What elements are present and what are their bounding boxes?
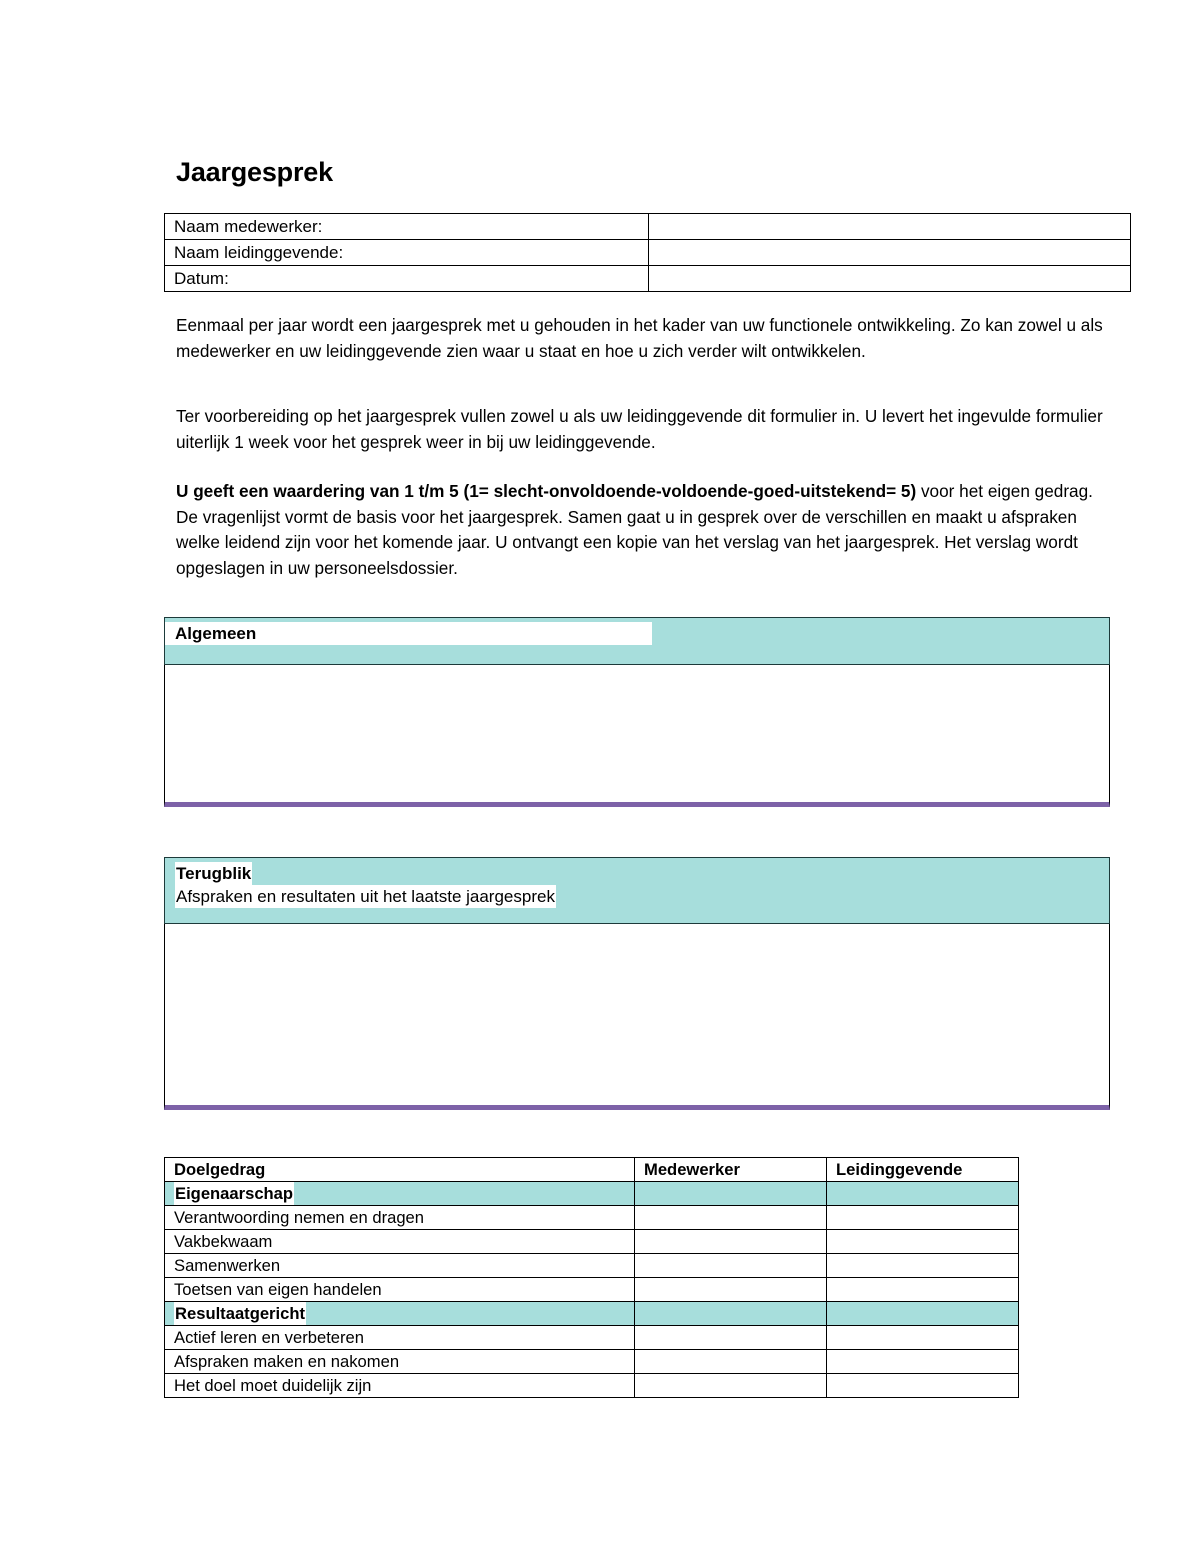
section-algemeen-answer-area[interactable] — [164, 665, 1110, 807]
rating-cell-medewerker[interactable] — [635, 1230, 827, 1254]
group-label-eigenaarschap — [165, 1182, 635, 1206]
group-cell-leidinggevende — [827, 1182, 1019, 1206]
page-title: Jaargesprek — [176, 157, 333, 187]
table-row — [165, 1326, 1019, 1350]
table-row — [165, 240, 1131, 266]
table-header-row — [165, 1158, 1019, 1182]
doelgedrag-table — [164, 1157, 1019, 1398]
rating-cell-leidinggevende[interactable] — [827, 1278, 1019, 1302]
intro-paragraph-3 — [176, 479, 1116, 581]
rating-cell-leidinggevende[interactable] — [827, 1206, 1019, 1230]
group-label-text: Eigenaarschap — [175, 1184, 294, 1203]
info-value-manager-name[interactable] — [649, 240, 1131, 266]
table-row — [165, 1254, 1019, 1278]
rating-cell-leidinggevende[interactable] — [827, 1254, 1019, 1278]
table-row — [165, 214, 1131, 240]
behaviour-label: Actief leren en verbeteren — [165, 1326, 635, 1350]
rating-cell-medewerker[interactable] — [635, 1374, 827, 1398]
table-group-row-resultaatgericht — [165, 1302, 1019, 1326]
section-terugblik-header — [164, 857, 1110, 924]
rating-cell-leidinggevende[interactable] — [827, 1374, 1019, 1398]
column-header-medewerker: Medewerker — [635, 1158, 827, 1182]
group-label-resultaatgericht — [165, 1302, 635, 1326]
info-label-employee-name: Naam medewerker: — [165, 214, 649, 240]
intro-paragraph-3-rest: voor het eigen gedrag. De vragenlijst vormt de basis voor het jaargesprek. Samen gaat u in gesprek over de verschillen en maakt u afspraken welke leidend zijn voor het komende jaar. U ontvangt een kopie van het verslag van het jaargesprek. Het verslag wordt opgeslagen in uw personeelsdossier. — [176, 481, 1093, 578]
intro-paragraph-2: Ter voorbereiding op het jaargesprek vullen zowel u als uw leidinggevende dit formulier in. U levert het ingevulde formulier uiterlijk 1 week voor het gesprek weer in bij uw leidinggevende. — [176, 406, 1103, 452]
rating-cell-medewerker[interactable] — [635, 1254, 827, 1278]
table-row — [165, 1230, 1019, 1254]
employee-info-table — [164, 213, 1131, 292]
behaviour-label: Verantwoording nemen en dragen — [165, 1206, 635, 1230]
behaviour-label: Het doel moet duidelijk zijn — [165, 1374, 635, 1398]
section-algemeen-header — [164, 617, 1110, 665]
section-terugblik-title: Terugblik — [176, 864, 252, 883]
column-header-leidinggevende: Leidinggevende — [827, 1158, 1019, 1182]
group-cell-medewerker — [635, 1302, 827, 1326]
table-group-row-eigenaarschap — [165, 1182, 1019, 1206]
section-terugblik-answer-area[interactable] — [164, 924, 1110, 1110]
behaviour-label: Vakbekwaam — [165, 1230, 635, 1254]
info-value-date[interactable] — [649, 266, 1131, 292]
table-row — [165, 1374, 1019, 1398]
table-row — [165, 1278, 1019, 1302]
group-cell-medewerker — [635, 1182, 827, 1206]
intro-paragraph-3-bold: U geeft een waardering van 1 t/m 5 (1= slecht-onvoldoende-voldoende-goed-uitstekend= 5) — [176, 481, 917, 501]
behaviour-label: Samenwerken — [165, 1254, 635, 1278]
behaviour-label: Toetsen van eigen handelen — [165, 1278, 635, 1302]
rating-cell-medewerker[interactable] — [635, 1206, 827, 1230]
group-label-text: Resultaatgericht — [175, 1304, 306, 1323]
info-label-manager-name: Naam leidinggevende: — [165, 240, 649, 266]
rating-cell-medewerker[interactable] — [635, 1326, 827, 1350]
behaviour-label: Afspraken maken en nakomen — [165, 1350, 635, 1374]
section-terugblik — [164, 857, 1110, 1110]
rating-cell-medewerker[interactable] — [635, 1350, 827, 1374]
rating-cell-leidinggevende[interactable] — [827, 1230, 1019, 1254]
info-label-date: Datum: — [165, 266, 649, 292]
rating-cell-medewerker[interactable] — [635, 1278, 827, 1302]
section-algemeen — [164, 617, 1110, 807]
info-value-employee-name[interactable] — [649, 214, 1131, 240]
group-cell-leidinggevende — [827, 1302, 1019, 1326]
table-row — [165, 266, 1131, 292]
intro-paragraph-1: Eenmaal per jaar wordt een jaargesprek met u gehouden in het kader van uw functionele ontwikkeling. Zo kan zowel u als medewerker en uw leidinggevende zien waar u staat en hoe u zich verder wilt ontwikkelen. — [176, 315, 1103, 361]
section-algemeen-title: Algemeen — [165, 622, 652, 645]
table-row — [165, 1206, 1019, 1230]
table-row — [165, 1350, 1019, 1374]
section-terugblik-subtitle: Afspraken en resultaten uit het laatste jaargesprek — [176, 887, 555, 906]
rating-cell-leidinggevende[interactable] — [827, 1350, 1019, 1374]
column-header-doelgedrag: Doelgedrag — [165, 1158, 635, 1182]
rating-cell-leidinggevende[interactable] — [827, 1326, 1019, 1350]
